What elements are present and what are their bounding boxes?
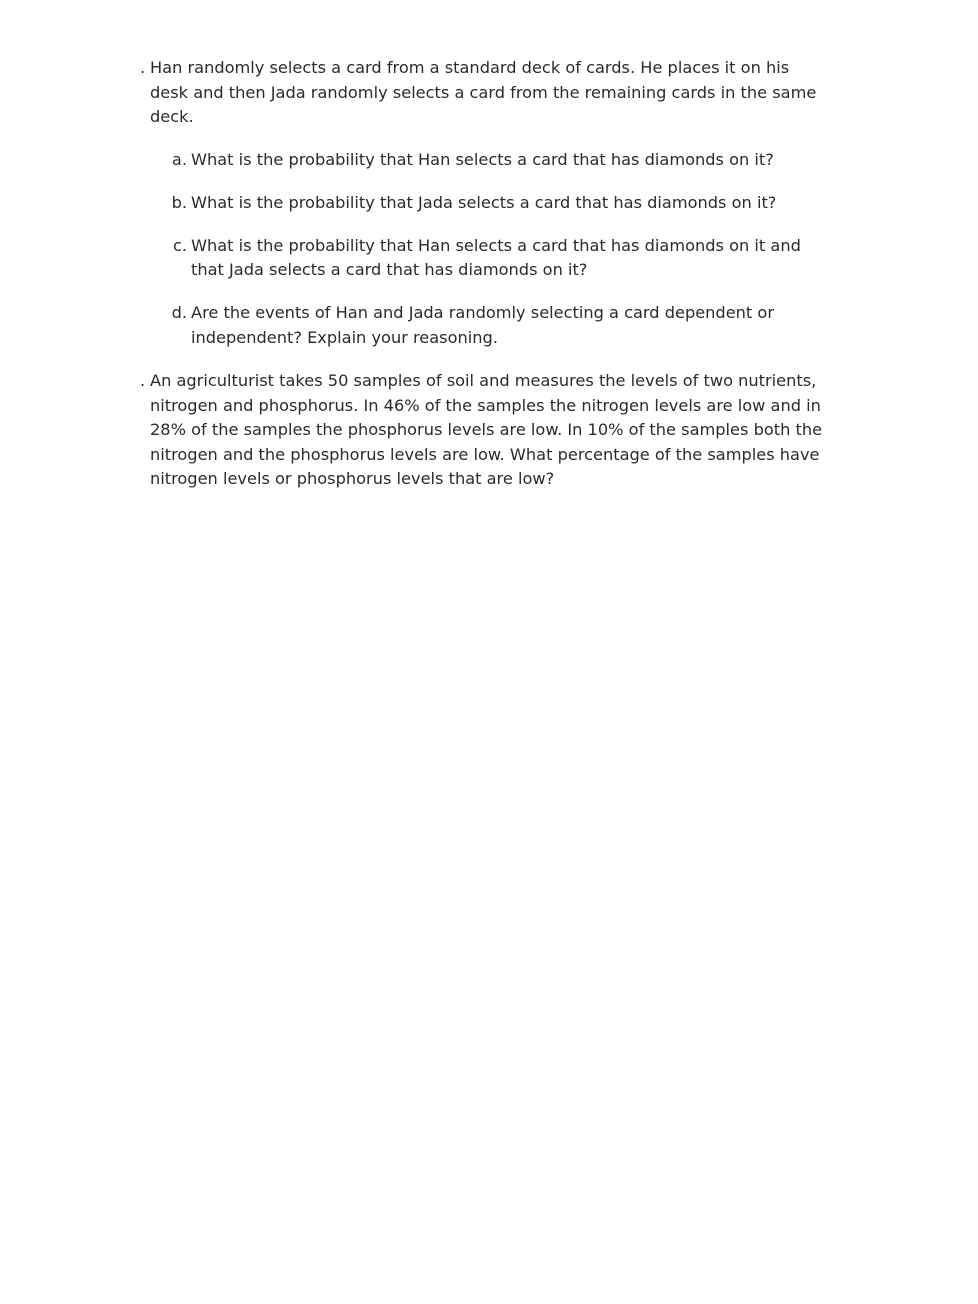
problem-1-part-a: [140, 148, 830, 173]
part-label: b.: [171, 192, 187, 212]
problem-2-statement: [140, 369, 830, 492]
problem-1-statement: [140, 56, 830, 130]
problem-1-part-d: [140, 301, 830, 350]
problem-1-parts: [140, 148, 830, 351]
part-label: d.: [171, 303, 187, 322]
problem-1: [140, 56, 830, 369]
part-text: What is the probability that Jada selects a card that has diamonds on it?: [191, 192, 777, 212]
part-label: c.: [172, 235, 187, 255]
part-text: What is the probability that Han selects a card that has diamonds on it and that Jada selects a card that has diamonds on it?: [191, 235, 801, 279]
problem-2: [140, 369, 830, 492]
part-text: What is the probability that Han selects a card that has diamonds on it?: [191, 149, 774, 169]
part-label: a.: [171, 149, 187, 169]
problem-1-marker: .: [140, 58, 146, 77]
problem-1-part-c: [140, 234, 830, 283]
part-text: Are the events of Han and Jada randomly selecting a card dependent or independent? Explain your reasoning.: [191, 303, 774, 347]
problem-1-text: Han randomly selects a card from a standard deck of cards. He places it on his desk and then Jada randomly selects a card from the remaining cards in the same deck.: [150, 58, 817, 126]
problem-2-marker: .: [140, 371, 146, 390]
problem-2-text: An agriculturist takes 50 samples of soil and measures the levels of two nutrients, nitrogen and phosphorus. In 46% of the samples the nitrogen levels are low and in 28% of the samples the phosphorus levels are low. In 10% of the samples both the nitrogen and the phosphorus levels are low. What percentage of the samples have nitrogen levels or phosphorus levels that are low?: [150, 371, 823, 488]
problem-1-part-b: [140, 191, 830, 216]
